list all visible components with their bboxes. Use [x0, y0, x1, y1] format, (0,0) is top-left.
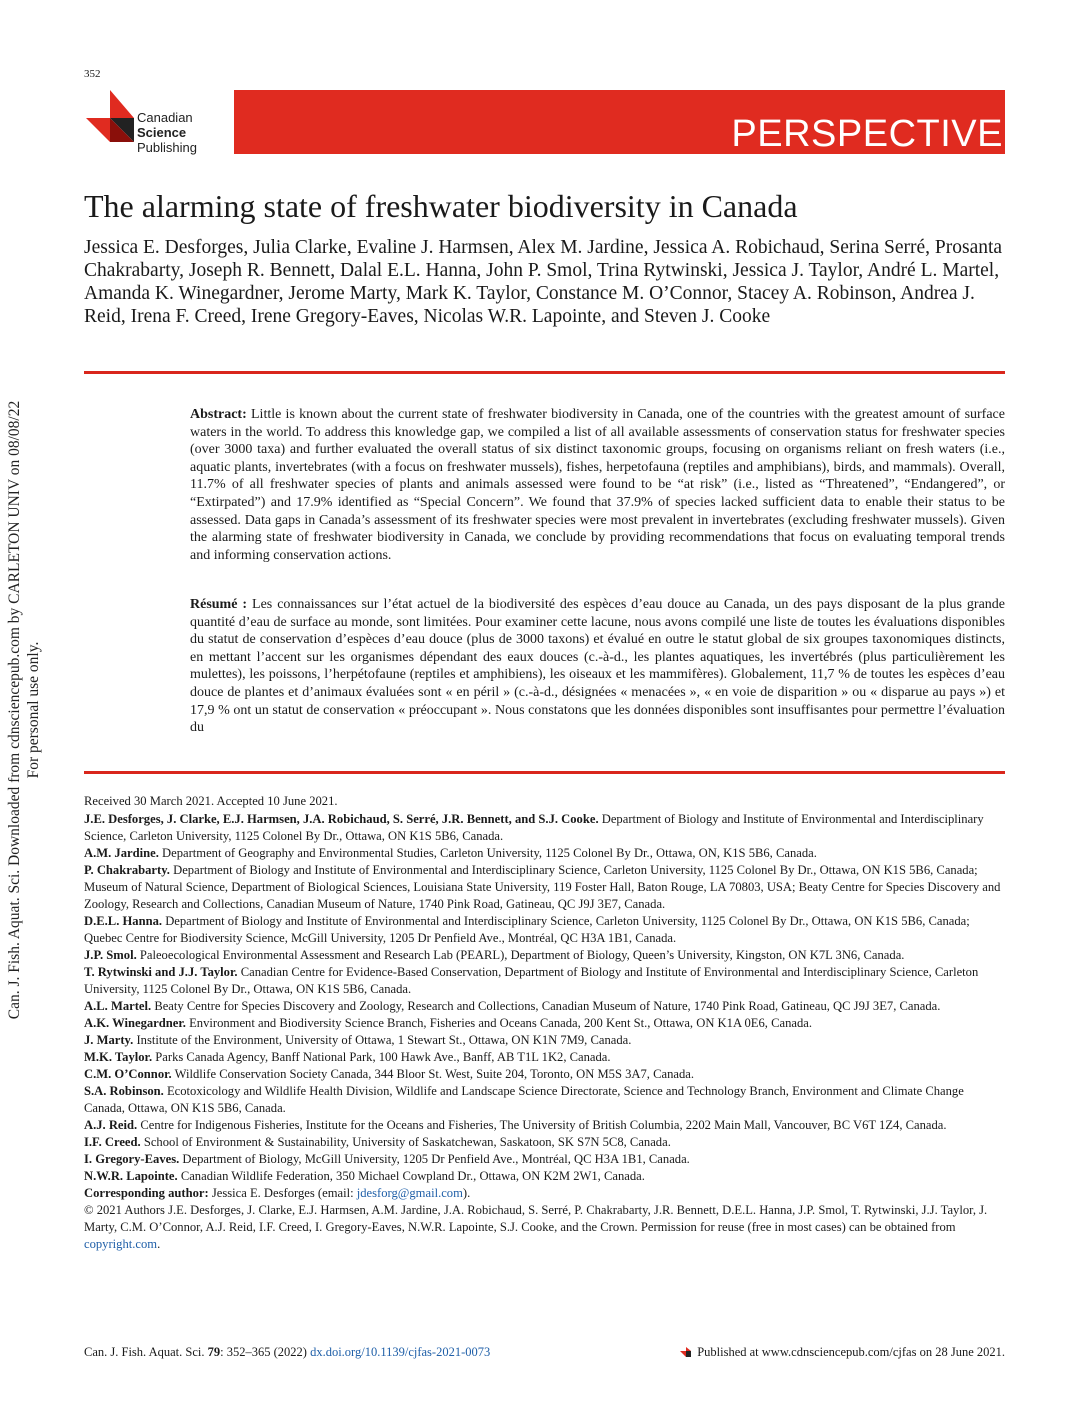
publisher-line1: Canadian [137, 110, 193, 125]
affiliation-item [84, 1032, 1005, 1049]
affiliation-names: A.K. Winegardner. [84, 1016, 186, 1030]
affiliation-text: Department of Biology, McGill University, 1205 Dr Penfield Ave., Montréal, QC H3A 1B1, Canada. [182, 1152, 690, 1166]
affiliation-item [84, 1083, 1005, 1117]
watermark-line1: Can. J. Fish. Aquat. Sci. Downloaded from cdnsciencepub.com by CARLETON UNIV on 08/08/22 [6, 400, 23, 1020]
publisher-line2: Science [137, 125, 187, 140]
affiliation-names: D.E.L. Hanna. [84, 914, 163, 928]
author-list: Jessica E. Desforges, Julia Clarke, Evaline J. Harmsen, Alex M. Jardine, Jessica A. Robichaud, Serina Serré, Prosanta Chakrabarty, Joseph R. Bennett, Dalal E.L. Hanna, John P. Smol, Trina Rytwinski, Jessica J. Taylor, André L. Martel, Amanda K. Winegardner, Jerome Marty, Mark K. Taylor, Constance M. O’Connor, Stacey A. Robinson, Andrea J. Reid, Irena F. Creed, Irene Gregory-Eaves, Nicolas W.R. Lapointe, and Steven J. Cooke [84, 237, 1003, 327]
journal-volume: 79 [207, 1345, 221, 1359]
affiliation-item [84, 1151, 1005, 1168]
affiliation-text: Ecotoxicology and Wildlife Health Division, Wildlife and Landscape Science Directorate, Science and Technology Branch, Environment and Climate Change Canada, Ottawa, ON K1S 5B6, Canada. [84, 1084, 964, 1115]
affiliation-item [84, 964, 1005, 998]
affiliation-text: Department of Biology and Institute of Environmental and Interdisciplinary Science, Carleton University, 1125 Colonel By Dr., Ottawa, ON K1S 5B6, Canada. [84, 812, 984, 843]
affiliation-names: C.M. O’Connor. [84, 1067, 172, 1081]
published-footer [680, 1345, 1005, 1360]
copyright-link[interactable]: copyright.com [84, 1237, 158, 1251]
corresponding-label: Corresponding author: [84, 1186, 209, 1200]
affiliation-names: A.J. Reid. [84, 1118, 138, 1132]
affiliation-text: Wildlife Conservation Society Canada, 344 Bloor St. West, Suite 204, Toronto, ON M5S 3A7, Canada. [174, 1067, 694, 1081]
copyright-end: . [157, 1237, 161, 1251]
affiliation-item [84, 862, 1005, 913]
affiliation-names: N.W.R. Lapointe. [84, 1169, 178, 1183]
affiliation-item [84, 1015, 1005, 1032]
corresponding-email-link[interactable]: jdesforg@gmail.com [356, 1186, 463, 1200]
publisher-name [137, 110, 197, 155]
publisher-arrow-icon [680, 1347, 692, 1359]
affiliation-names: J.E. Desforges, J. Clarke, E.J. Harmsen, J.A. Robichaud, S. Serré, J.R. Bennett, and S.J. Cooke. [84, 812, 599, 826]
affiliation-list [84, 811, 1005, 1185]
affiliation-text: Beaty Centre for Species Discovery and Zoology, Research and Collections, Canadian Museum of Nature, 1740 Pink Road, Gatineau, QC J9J 3E7, Canada. [154, 999, 941, 1013]
bottom-rule [84, 771, 1005, 774]
affiliation-text: Institute of the Environment, University of Ottawa, 1 Stewart St., Ottawa, ON K1N 7M9, Canada. [136, 1033, 632, 1047]
affiliation-item [84, 947, 1005, 964]
affiliation-text: Department of Biology and Institute of Environmental and Interdisciplinary Science, Carleton University, 1125 Colonel By Dr., Ottawa, ON K1S 5B6, Canada; Quebec Centre for Biodiversity Science, McGill University, 1205 Dr Penfield Ave., Montréal, QC H3A 1B1, Canada. [84, 914, 970, 945]
affiliation-item [84, 998, 1005, 1015]
publisher-logo [84, 90, 214, 156]
copyright-notice [84, 1202, 1005, 1253]
article-title: The alarming state of freshwater biodiversity in Canada [84, 188, 798, 224]
affiliation-item [84, 845, 1005, 862]
watermark-text [5, 350, 43, 1070]
resume-text: Les connaissances sur l’état actuel de la biodiversité des espèces d’eau douce au Canada, un des pays disposant de la plus grande quantité d’eau de surface au monde, sont limitées. Pour examiner cette lacune, nous avons compilé une liste de toutes les évaluations disponibles du statut de conservation d’espèces d’eau douce (plus de 3000 taxons) et évalué en outre le statut global de six groupes taxonomiques distincts, en mettant l’accent sur les organismes dépendant des eaux douces (c.-à-d., les plantes aquatiques, les invertébrés (plus particulièrement les mulettes), les poissons, l’herpétofaune (reptiles et amphibiens), les oiseaux et les mammifères). Globalement, 11,7 % de toutes les espèces d’eau douce de plantes et d’animaux évaluées sont « en péril » (c.-à-d., désignées « menacées », « en voie de disparition » ou « disparue au pays ») et 17,9 % ont un statut de conservation « préoccupant ». Nous constatons que les données disponibles sont insuffisantes pour permettre l’évaluation du [190, 597, 1005, 736]
article-type-banner [234, 90, 1005, 154]
doi-link[interactable]: dx.doi.org/10.1139/cjfas-2021-0073 [310, 1345, 491, 1359]
publisher-line3: Publishing [137, 140, 197, 155]
affiliation-names: P. Chakrabarty. [84, 863, 170, 877]
resume [190, 596, 1005, 744]
affiliation-text: Canadian Wildlife Federation, 350 Michael Cowpland Dr., Ottawa, ON K2M 2W1, Canada. [180, 1169, 645, 1183]
affiliation-names: T. Rytwinski and J.J. Taylor. [84, 965, 238, 979]
corresponding-name: Jessica E. Desforges (email: [211, 1186, 354, 1200]
affiliation-item [84, 1049, 1005, 1066]
affiliation-text: School of Environment & Sustainability, University of Saskatchewan, Saskatoon, SK S7N 5C8, Canada. [143, 1135, 671, 1149]
published-text: Published at www.cdnsciencepub.com/cjfas on 28 June 2021. [697, 1345, 1005, 1359]
top-rule [84, 371, 1005, 374]
affiliation-text: Parks Canada Agency, Banff National Park, 100 Hawk Ave., Banff, AB T1L 1K2, Canada. [155, 1050, 611, 1064]
affiliation-text: Environment and Biodiversity Science Branch, Fisheries and Oceans Canada, 200 Kent St., Ottawa, ON K1A 0E6, Canada. [189, 1016, 812, 1030]
affiliation-names: A.M. Jardine. [84, 846, 159, 860]
affiliation-text: Canadian Centre for Evidence-Based Conservation, Department of Biology and Institute of Environmental and Interdisciplinary Science, Carleton University, 1125 Colonel By Dr., Ottawa, ON K1S 5B6, Canada. [84, 965, 979, 996]
affiliation-text: Centre for Indigenous Fisheries, Institute for the Oceans and Fisheries, The University of British Columbia, 2202 Main Mall, Vancouver, BC V6T 1Z4, Canada. [140, 1118, 947, 1132]
journal-name: Can. J. Fish. Aquat. Sci. [84, 1345, 205, 1359]
affiliation-names: M.K. Taylor. [84, 1050, 153, 1064]
affiliation-text: Department of Geography and Environmental Studies, Carleton University, 1125 Colonel By Dr., Ottawa, ON, K1S 5B6, Canada. [162, 846, 817, 860]
download-watermark [5, 350, 49, 1070]
affiliation-item [84, 1066, 1005, 1083]
resume-label: Résumé : [190, 597, 248, 612]
journal-pages: : 352–365 (2022) [220, 1345, 307, 1359]
corresponding-author [84, 1185, 1005, 1202]
abstract [190, 406, 1005, 564]
watermark-line2: For personal use only. [25, 641, 42, 779]
affiliation-item [84, 811, 1005, 845]
affiliation-names: I. Gregory-Eaves. [84, 1152, 180, 1166]
affiliations-block [84, 793, 1005, 1253]
csp-logo-icon [84, 90, 136, 154]
affiliation-names: J.P. Smol. [84, 948, 137, 962]
abstract-label: Abstract: [190, 407, 247, 422]
affiliation-names: J. Marty. [84, 1033, 134, 1047]
affiliation-text: Paleoecological Environmental Assessment and Research Lab (PEARL), Department of Biology, Queen’s University, Kingston, ON K7L 3N6, Canada. [139, 948, 905, 962]
corresponding-end: ). [462, 1186, 471, 1200]
affiliation-item [84, 1168, 1005, 1185]
affiliation-text: Department of Biology and Institute of Environmental and Interdisciplinary Science, Carleton University, 1125 Colonel By Dr., Ottawa, ON K1S 5B6, Canada; Museum of Natural Science, Department of Biological Sciences, Louisiana State University, 119 Foster Hall, Baton Rouge, LA 70803, USA; Beaty Centre for Species Discovery and Zoology, Research and Collections, Canadian Museum of Nature, 1740 Pink Road, Gatineau, QC J9J 3E7, Canada. [84, 863, 1001, 911]
affiliation-names: A.L. Martel. [84, 999, 152, 1013]
received-dates: Received 30 March 2021. Accepted 10 June 2021. [84, 794, 338, 808]
affiliation-names: S.A. Robinson. [84, 1084, 164, 1098]
page-number: 352 [84, 68, 101, 80]
article-type-label: PERSPECTIVE [731, 113, 1003, 155]
affiliation-item [84, 1134, 1005, 1151]
abstract-text: Little is known about the current state of freshwater biodiversity in Canada, one of the countries with the greatest amount of surface waters in the world. To address this knowledge gap, we compiled a list of all available assessments of conservation status for freshwater species (over 3000 taxa) and further evaluated the overall status of six distinct taxonomic groups, focusing on organisms reliant on fresh waters (i.e., aquatic plants, invertebrates (with a focus on freshwater mussels), fishes, herpetofauna (reptiles and amphibians), birds, and mammals). Overall, 11.7% of all freshwater species of plants and animals assessed were found to be “at risk” (i.e., listed as “Threatened”, “Endangered”, or “Extirpated”) and 17.9% identified as “Special Concern”. We found that 37.9% of species lacked sufficient data to enable their status to be assessed. Data gaps in Canada’s assessment of its freshwater species were most prevalent in invertebrates (excluding freshwater mussels). Given the alarming state of freshwater biodiversity in Canada, we conclude by providing recommendations that focus on evaluating temporal trends and informing conservation actions. [190, 407, 1005, 563]
copyright-text: © 2021 Authors J.E. Desforges, J. Clarke, E.J. Harmsen, A.M. Jardine, J.A. Robichaud, S. Serré, P. Chakrabarty, J.R. Bennett, D.E.L. Hanna, J.P. Smol, T. Rytwinski, J.J. Taylor, J. Marty, C.M. O’Connor, A.J. Reid, I.F. Creed, I. Gregory-Eaves, N.W.R. Lapointe, S.J. Cooke, and the Crown. Permission for reuse (free in most cases) can be obtained from [84, 1203, 988, 1234]
affiliation-item [84, 913, 1005, 947]
citation-footer [84, 1345, 490, 1360]
affiliation-item [84, 1117, 1005, 1134]
affiliation-names: I.F. Creed. [84, 1135, 141, 1149]
